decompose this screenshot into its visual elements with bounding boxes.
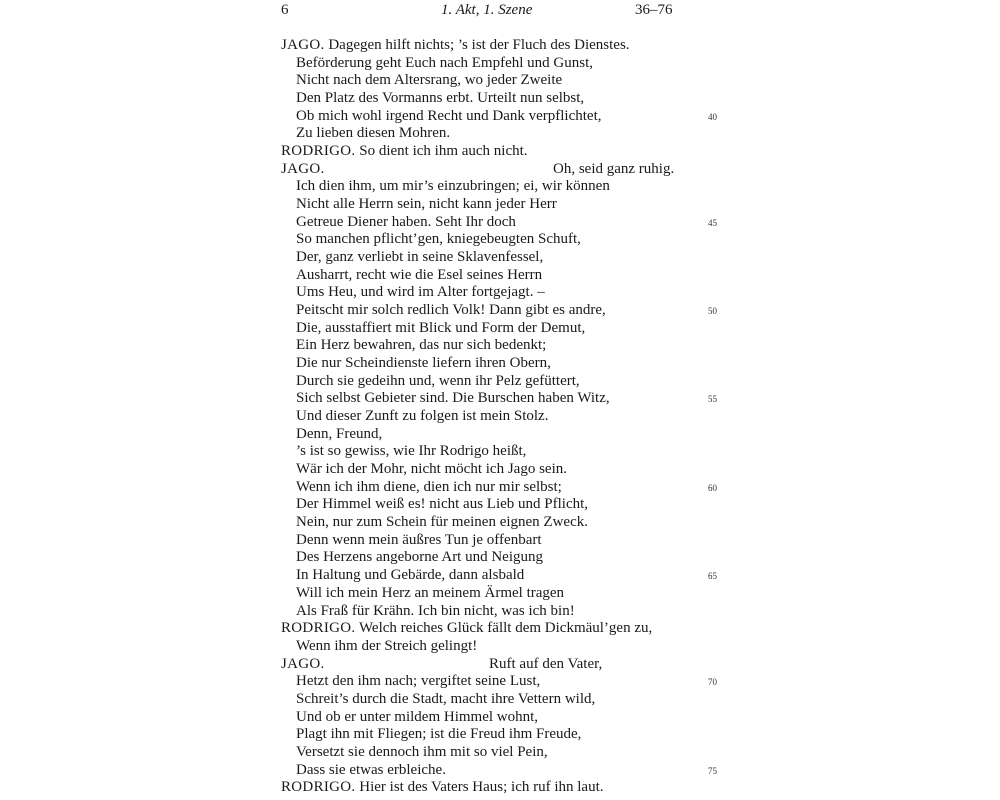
verse-line: [281, 302, 721, 320]
line-text: Ums Heu, und wird im Alter fortgejagt. –: [296, 284, 545, 301]
verse-line: [281, 161, 721, 179]
verse-line: [281, 443, 721, 461]
line-number: 70: [708, 677, 717, 688]
line-text: Zu lieben diesen Mohren.: [296, 125, 451, 142]
verse-text: [281, 37, 721, 797]
line-text: Will ich mein Herz an meinem Ärmel tragen: [296, 584, 565, 601]
line-text: Wär ich der Mohr, nicht möcht ich Jago sein.: [296, 461, 567, 478]
verse-line: [281, 762, 721, 780]
line-text: Denn wenn mein äußres Tun je offenbart: [296, 531, 542, 548]
verse-line: [281, 337, 721, 355]
line-text: Die nur Scheindienste liefern ihren Obern,: [296, 355, 551, 372]
verse-line: [281, 709, 721, 727]
line-text: So dient ich ihm auch nicht.: [355, 143, 528, 160]
verse-line: [281, 284, 721, 302]
verse-line: [281, 779, 721, 797]
page-header: [0, 0, 1000, 22]
speaker-name: JAGO.: [281, 160, 325, 177]
speaker-name: RODRIGO.: [281, 143, 356, 160]
verse-line: [281, 426, 721, 444]
verse-line: [281, 373, 721, 391]
line-text: Durch sie gedeihn und, wenn ihr Pelz gefüttert,: [296, 372, 580, 389]
verse-line: [281, 532, 721, 550]
line-text: Dagegen hilft nichts; ’s ist der Fluch des Dienstes.: [324, 37, 630, 53]
verse-line: [281, 320, 721, 338]
verse-line: [281, 514, 721, 532]
line-text: Hier ist des Vaters Haus; ich ruf ihn laut.: [355, 779, 604, 796]
line-text: Der, ganz verliebt in seine Sklavenfessel,: [296, 249, 544, 266]
verse-line: [281, 125, 721, 143]
line-text: Hetzt den ihm nach; vergiftet seine Lust,: [296, 673, 541, 690]
verse-line: [281, 496, 721, 514]
line-number: 50: [708, 306, 717, 317]
split-line-continuation: Ruft auf den Vater,: [489, 655, 603, 672]
verse-line: [281, 72, 721, 90]
verse-line: [281, 231, 721, 249]
speaker-name: JAGO.: [281, 655, 325, 672]
line-number: 55: [708, 394, 717, 405]
line-text: Getreue Diener haben. Seht Ihr doch: [296, 213, 516, 230]
line-text: Beförderung geht Euch nach Empfehl und Gunst,: [296, 54, 594, 71]
line-text: Die, ausstaffiert mit Blick und Form der Demut,: [296, 319, 586, 336]
line-text: Peitscht mir solch redlich Volk! Dann gibt es andre,: [296, 302, 606, 319]
line-text: Als Fraß für Krähn. Ich bin nicht, was ich bin!: [296, 602, 575, 619]
line-number: 65: [708, 571, 717, 582]
verse-line: [281, 744, 721, 762]
line-text: In Haltung und Gebärde, dann alsbald: [296, 567, 525, 584]
line-text: Schreit’s durch die Stadt, macht ihre Vettern wild,: [296, 690, 596, 707]
verse-line: [281, 37, 721, 55]
verse-line: [281, 355, 721, 373]
verse-line: [281, 196, 721, 214]
verse-line: [281, 620, 721, 638]
split-line-continuation: Oh, seid ganz ruhig.: [553, 160, 675, 177]
line-number: 60: [708, 482, 717, 493]
line-text: Welch reiches Glück fällt dem Dickmäul’gen zu,: [355, 620, 653, 637]
verse-line: [281, 656, 721, 674]
verse-line: [281, 390, 721, 408]
line-text: Ausharrt, recht wie die Esel seines Herrn: [296, 266, 543, 283]
line-number: 45: [708, 217, 717, 228]
line-text: Nicht nach dem Altersrang, wo jeder Zweite: [296, 72, 563, 89]
speaker-name: JAGO.: [281, 37, 325, 53]
speaker-name: RODRIGO.: [281, 620, 356, 637]
page-number: 6: [281, 2, 289, 18]
verse-line: [281, 567, 721, 585]
verse-line: [281, 603, 721, 621]
verse-line: [281, 55, 721, 73]
line-text: Und ob er unter mildem Himmel wohnt,: [296, 708, 539, 725]
verse-line: [281, 638, 721, 656]
verse-line: [281, 249, 721, 267]
line-text: Der Himmel weiß es! nicht aus Lieb und Pflicht,: [296, 496, 589, 513]
line-text: So manchen pflicht’gen, kniegebeugten Schuft,: [296, 231, 581, 248]
line-text: Sich selbst Gebieter sind. Die Burschen haben Witz,: [296, 390, 610, 407]
line-text: Plagt ihn mit Fliegen; ist die Freud ihm Freude,: [296, 726, 582, 743]
verse-line: [281, 549, 721, 567]
line-text: ’s ist so gewiss, wie Ihr Rodrigo heißt,: [296, 443, 527, 460]
speaker-name: RODRIGO.: [281, 779, 356, 796]
line-text: Wenn ihm der Streich gelingt!: [296, 637, 478, 654]
verse-line: [281, 143, 721, 161]
verse-line: [281, 691, 721, 709]
line-text: Und dieser Zunft zu folgen ist mein Stolz.: [296, 408, 549, 425]
line-text: Nicht alle Herrn sein, nicht kann jeder Herr: [296, 196, 557, 213]
verse-line: [281, 178, 721, 196]
verse-line: [281, 585, 721, 603]
verse-line: [281, 408, 721, 426]
line-text: Ich dien ihm, um mir’s einzubringen; ei, wir können: [296, 178, 610, 195]
verse-line: [281, 214, 721, 232]
line-text: Wenn ich ihm diene, dien ich nur mir selbst;: [296, 478, 562, 495]
running-head: 1. Akt, 1. Szene: [441, 2, 533, 18]
line-text: Denn, Freund,: [296, 425, 383, 442]
line-text: Nein, nur zum Schein für meinen eignen Zweck.: [296, 514, 588, 531]
line-text: Den Platz des Vormanns erbt. Urteilt nun selbst,: [296, 90, 585, 107]
line-text: Des Herzens angeborne Art und Neigung: [296, 549, 544, 566]
line-text: Dass sie etwas erbleiche.: [296, 761, 446, 778]
verse-line: [281, 673, 721, 691]
line-range: 36–76: [635, 2, 673, 18]
verse-line: [281, 461, 721, 479]
line-number: 40: [708, 111, 717, 122]
verse-line: [281, 108, 721, 126]
verse-line: [281, 90, 721, 108]
line-text: Ob mich wohl irgend Recht und Dank verpflichtet,: [296, 107, 602, 124]
line-number: 75: [708, 765, 717, 776]
line-text: Ein Herz bewahren, das nur sich bedenkt;: [296, 337, 547, 354]
verse-line: [281, 479, 721, 497]
verse-line: [281, 726, 721, 744]
verse-line: [281, 267, 721, 285]
line-text: Versetzt sie dennoch ihm mit so viel Pein,: [296, 743, 548, 760]
